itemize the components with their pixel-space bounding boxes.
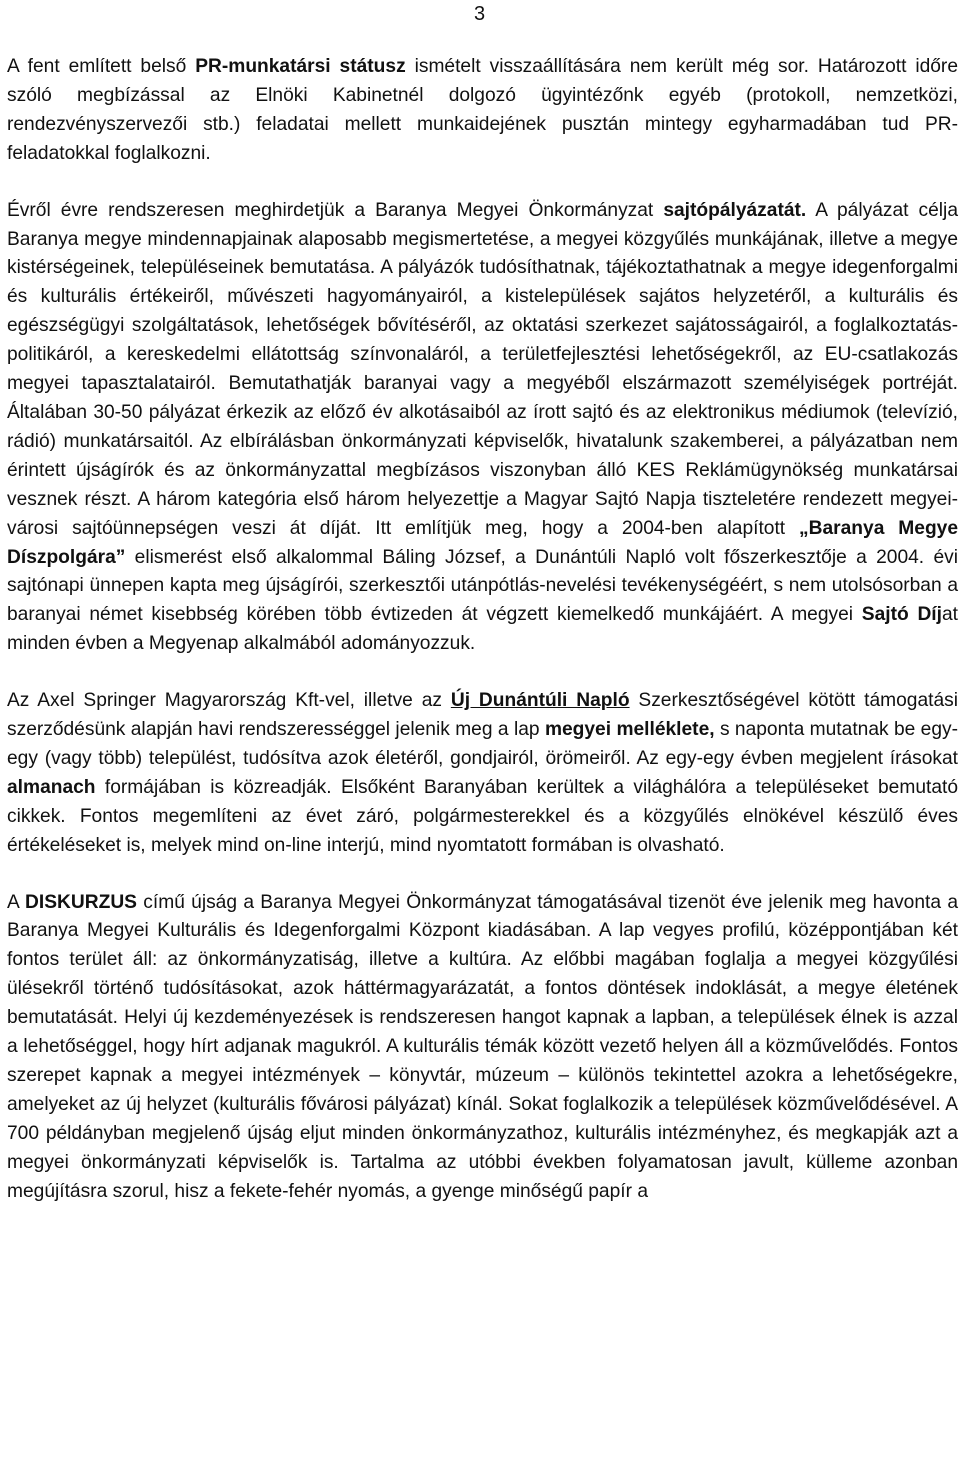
body-text: A pályázat célja Baranya megye mindennapjainak alaposabb megismertetése, a megyei közgyűlés munkájának, illetve a megye kistérségeinek, településeinek bemutatása. A pályázók tudósíthatnak, tájékoztathatnak a megye idegenforgalmi és kulturális értékeiről, művészeti hagyományairól, a kistelepülések sajátos helyzetéről, a kulturális és egészségügyi szolgáltatások, lehetőségek bővítéséről, az oktatási szerkezet sajátosságairól, a foglalkoztatás-politikáról, a kereskedelmi ellátottság színvonaláról, a területfejlesztési lehetőségekről, az EU-csatlakozás megyei tapasztalatairól. Bemutathatják baranyai vagy a megyéből elszármazott személyiségek portréját. Általában 30-50 pályázat érkezik az előző év alkotásaiból az írott sajtó és az elektronikus médiumok (televízió, rádió) munkatársaitól. Az elbírálásban önkormányzati képviselők, hivatalunk szakemberei, a pályázatban nem érintett újságírók és az önkormányzattal megbízásos viszonyban álló KES Reklámügynökség munkatársai vesznek részt. A három kategória első három helyezettje a Magyar Sajtó Napja tiszteletére rendezett megyei-városi sajtóünnepségen veszi át díját. Itt említjük meg, hogy a 2004-ben alapított — [7, 199, 958, 539]
emphasis-text: DISKURZUS — [25, 891, 137, 913]
emphasis-text: Sajtó Díj — [861, 604, 942, 626]
paragraph-pr-status — [7, 53, 958, 169]
body-text: ismételt visszaállítására nem került még sor. Határozott időre szóló megbízással az Elnöki Kabinetnél dolgozó ügyintézőnk egyéb (protokoll, nemzetközi, rendezvényszervezői stb.) feladatai mellett munkaidejének pusztán mintegy egyharmadában tud PR-feladatokkal foglalkozni. — [7, 56, 958, 164]
body-text: A fent említett belső — [7, 56, 196, 77]
page-number: 3 — [474, 3, 486, 25]
emphasis-text: almanach — [7, 776, 96, 798]
body-text: s naponta mutatnak be egy-egy (vagy több) települést, tudósítva azok életéről, gondjairól, örömeiről. Az egy-egy évben megjelent írásokat — [7, 719, 958, 769]
body-text: című újság a Baranya Megyei Önkormányzat támogatásával tizenöt éve jelenik meg havonta a Baranya Megyei Kulturális és Idegenforgalmi Központ kiadásában. A lap vegyes profilú, középpontjában két fontos terület áll: az önkormányzatiság, illetve a kultúra. Az előbbi magában foglalja a megyei közgyűlési ülésekről történő tudósításokat, azok háttérmagyarázatát, a fontos döntések indoklását, a megye életének bemutatását. Helyi új kezdeményezések is rendszeresen hangot kapnak a lapban, a települések élnek is azzal a lehetőséggel, hogy hírt adjanak magukról. A kulturális témák között vezető helyen áll a közművelődés. Fontos szerepet kapnak a megyei intézmények – könyvtár, múzeum – különös tekintettel azokra a lehetőségekre, amelyeket az új helyzet (kulturális fővárosi pályázat) kínál. Sokat foglalkozik a települések közművelődésével. A 700 példányban megjelenő újság eljut minden önkormányzathoz, kulturális intézményhez, és megkapják azt a megyei önkormányzati képviselők is. Tartalma az utóbbi években folyamatosan javult, külleme azonban megújításra szorul, hisz a fekete-fehér nyomás, a gyenge minőségű papír a — [7, 891, 958, 1202]
underlined-text: Új Dunántúli Napló — [450, 690, 630, 712]
document-body — [7, 53, 958, 1235]
body-text: Az Axel Springer Magyarország Kft-vel, illetve az — [7, 690, 451, 712]
emphasis-text: megyei melléklete, — [544, 719, 715, 741]
body-text: Évről évre rendszeresen meghirdetjük a Baranya Megyei Önkormányzat — [7, 199, 664, 221]
emphasis-text — [451, 690, 630, 711]
emphasis-text: PR-munkatársi státusz — [195, 56, 406, 77]
body-text: formájában is közreadják. Elsőként Baranyában kerültek a világhálóra a településeket bemutató cikkek. Fontos megemlíteni az évet záró, polgármesterekkel és a közgyűlés elnökével készülő éves értékeléseket is, melyek mind on-line interjú, mind nyomtatott formában is olvasható. — [7, 776, 958, 856]
body-text: Szerkesztőségével kötött támogatási szerződésünk alapján havi rendszerességgel jelenik meg a lap — [7, 690, 958, 741]
paragraph-axel-springer — [7, 687, 958, 860]
emphasis-text: sajtópályázatát. — [663, 199, 807, 221]
body-text: A — [7, 891, 26, 913]
body-text: elismerést első alkalommal Báling József, a Dunántúli Napló volt főszerkesztője a 2004. évi sajtónapi ünnepen kapta meg újságírói, szerkesztői utánpótlás-nevelési tevékenységéért, s nem utolsósorban a baranyai német kisebbség körében több évtizeden át végzett kiemelkedő munkájáért. A megyei — [7, 546, 958, 626]
emphasis-text: „Baranya Megye Díszpolgára” — [7, 517, 959, 568]
paragraph-press-competition — [7, 197, 958, 660]
body-text: at minden évben a Megyenap alkalmából adományozzuk. — [7, 604, 958, 655]
paragraph-diskurzus — [7, 889, 958, 1207]
